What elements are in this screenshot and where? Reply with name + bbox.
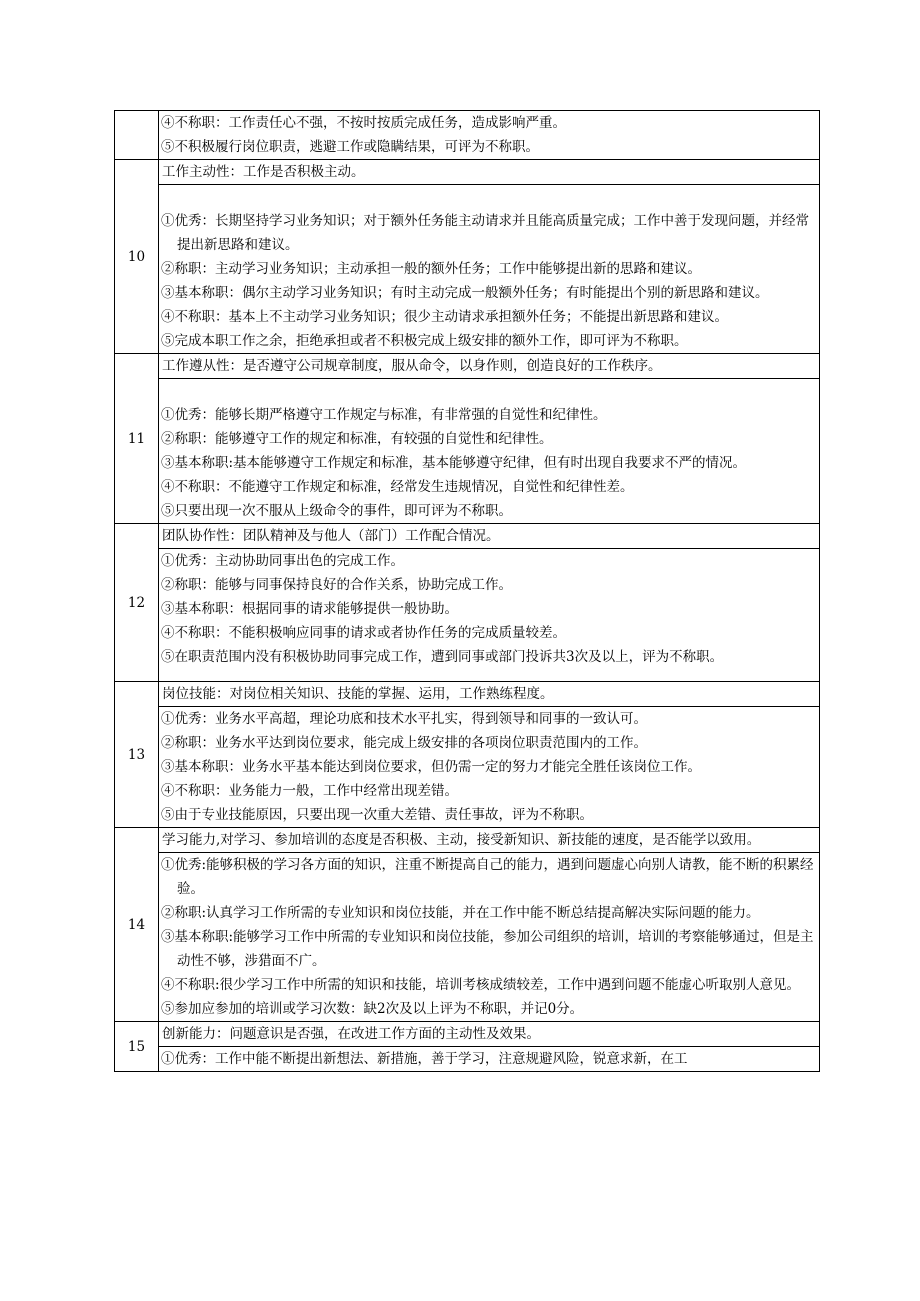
- table-row: [115, 379, 820, 524]
- table-row: [115, 111, 820, 160]
- criteria-item: ④不称职:很少学习工作中所需的知识和技能，培训考核成绩较差，工作中遇到问题不能虚心听取别人意见。: [161, 977, 801, 993]
- criteria-item: ③基本称职：偶尔主动学习业务知识；有时主动完成一般额外任务；有时能提出个别的新思路和建议。: [161, 285, 769, 301]
- table-row: [115, 160, 820, 185]
- criteria-title: 工作主动性：工作是否积极主动。: [159, 160, 820, 185]
- row-number: 11: [115, 354, 159, 524]
- criteria-cell: [159, 185, 820, 354]
- criteria-item: ④不称职：不能遵守工作规定和标准，经常发生违规情况，自觉性和纪律性差。: [161, 479, 634, 495]
- table-row: [115, 354, 820, 379]
- criteria-item: ⑤在职责范围内没有积极协助同事完成工作，遭到同事或部门投诉共3次及以上，评为不称职。: [161, 649, 724, 665]
- criteria-cell: [159, 111, 820, 160]
- criteria-item: ⑤由于专业技能原因，只要出现一次重大差错、责任事故，评为不称职。: [161, 807, 593, 823]
- criteria-item: ①优秀:能够积极的学习各方面的知识，注重不断提高自己的能力，遇到问题虚心向别人请教，能不断的积累经验。: [161, 857, 814, 897]
- criteria-item: ②称职:认真学习工作所需的专业知识和岗位技能，并在工作中能不断总结提高解决实际问题的能力。: [161, 905, 760, 921]
- table-row: [115, 853, 820, 1022]
- criteria-item: ②称职：能够与同事保持良好的合作关系，协助完成工作。: [161, 577, 512, 593]
- criteria-item: ④不称职：工作责任心不强，不按时按质完成任务，造成影响严重。: [161, 115, 566, 131]
- row-number: 15: [115, 1022, 159, 1072]
- criteria-item: ②称职：业务水平达到岗位要求，能完成上级安排的各项岗位职责范围内的工作。: [161, 735, 647, 751]
- criteria-item: ①优秀：工作中能不断提出新想法、新措施，善于学习，注意规避风险，锐意求新，在工: [161, 1051, 688, 1067]
- table-row: [115, 1047, 820, 1072]
- criteria-item: ①优秀：长期坚持学习业务知识；对于额外任务能主动请求并且能高质量完成；工作中善于发现问题，并经常提出新思路和建议。: [161, 213, 809, 253]
- row-number: [115, 111, 159, 160]
- criteria-title: 学习能力,对学习、参加培训的态度是否积极、主动，接受新知识、新技能的速度，是否能学以致用。: [159, 828, 820, 853]
- criteria-item: ③基本称职：业务水平基本能达到岗位要求，但仍需一定的努力才能完全胜任该岗位工作。: [161, 759, 701, 775]
- criteria-item: ③基本称职:能够学习工作中所需的专业知识和岗位技能，参加公司组织的培训，培训的考察能够通过，但是主动性不够，涉猎面不广。: [161, 929, 814, 969]
- evaluation-table: [114, 110, 820, 1072]
- criteria-item: ③基本称职：根据同事的请求能够提供一般协助。: [161, 601, 458, 617]
- criteria-item: ④不称职：业务能力一般，工作中经常出现差错。: [161, 783, 458, 799]
- criteria-item: ⑤不积极履行岗位职责，逃避工作或隐瞒结果，可评为不称职。: [161, 139, 539, 155]
- table-row: [115, 707, 820, 828]
- row-number: 13: [115, 682, 159, 828]
- criteria-cell: [159, 379, 820, 524]
- criteria-item: ⑤完成本职工作之余，拒绝承担或者不积极完成上级安排的额外工作，即可评为不称职。: [161, 333, 688, 349]
- table-row: [115, 828, 820, 853]
- criteria-item: ⑤只要出现一次不服从上级命令的事件，即可评为不称职。: [161, 503, 512, 519]
- table-row: [115, 524, 820, 549]
- criteria-item: ②称职：能够遵守工作的规定和标准，有较强的自觉性和纪律性。: [161, 431, 553, 447]
- criteria-title: 工作遵从性：是否遵守公司规章制度，服从命令，以身作则，创造良好的工作秩序。: [159, 354, 820, 379]
- criteria-title: 岗位技能：对岗位相关知识、技能的掌握、运用，工作熟练程度。: [159, 682, 820, 707]
- table-row: [115, 682, 820, 707]
- row-number: 12: [115, 524, 159, 682]
- criteria-item: ④不称职：不能积极响应同事的请求或者协作任务的完成质量较差。: [161, 625, 566, 641]
- criteria-title: 团队协作性：团队精神及与他人（部门）工作配合情况。: [159, 524, 820, 549]
- row-number: 14: [115, 828, 159, 1022]
- criteria-item: ①优秀：主动协助同事出色的完成工作。: [161, 553, 404, 569]
- criteria-item: ①优秀：能够长期严格遵守工作规定与标准，有非常强的自觉性和纪律性。: [161, 407, 607, 423]
- row-number: 10: [115, 160, 159, 354]
- criteria-item: ②称职：主动学习业务知识；主动承担一般的额外任务；工作中能够提出新的思路和建议。: [161, 261, 701, 277]
- criteria-cell: [159, 549, 820, 682]
- table-row: [115, 1022, 820, 1047]
- criteria-title: 创新能力：问题意识是否强，在改进工作方面的主动性及效果。: [159, 1022, 820, 1047]
- table-row: [115, 549, 820, 682]
- criteria-cell: [159, 853, 820, 1022]
- criteria-cell: [159, 1047, 820, 1072]
- criteria-item: ③基本称职:基本能够遵守工作规定和标准，基本能够遵守纪律，但有时出现自我要求不严的情况。: [161, 455, 747, 471]
- criteria-cell: [159, 707, 820, 828]
- criteria-item: ④不称职：基本上不主动学习业务知识；很少主动请求承担额外任务；不能提出新思路和建议。: [161, 309, 728, 325]
- criteria-item: ⑤参加应参加的培训或学习次数：缺2次及以上评为不称职，并记0分。: [161, 1001, 584, 1017]
- table-row: [115, 185, 820, 354]
- criteria-item: ①优秀：业务水平高超，理论功底和技术水平扎实，得到领导和同事的一致认可。: [161, 711, 647, 727]
